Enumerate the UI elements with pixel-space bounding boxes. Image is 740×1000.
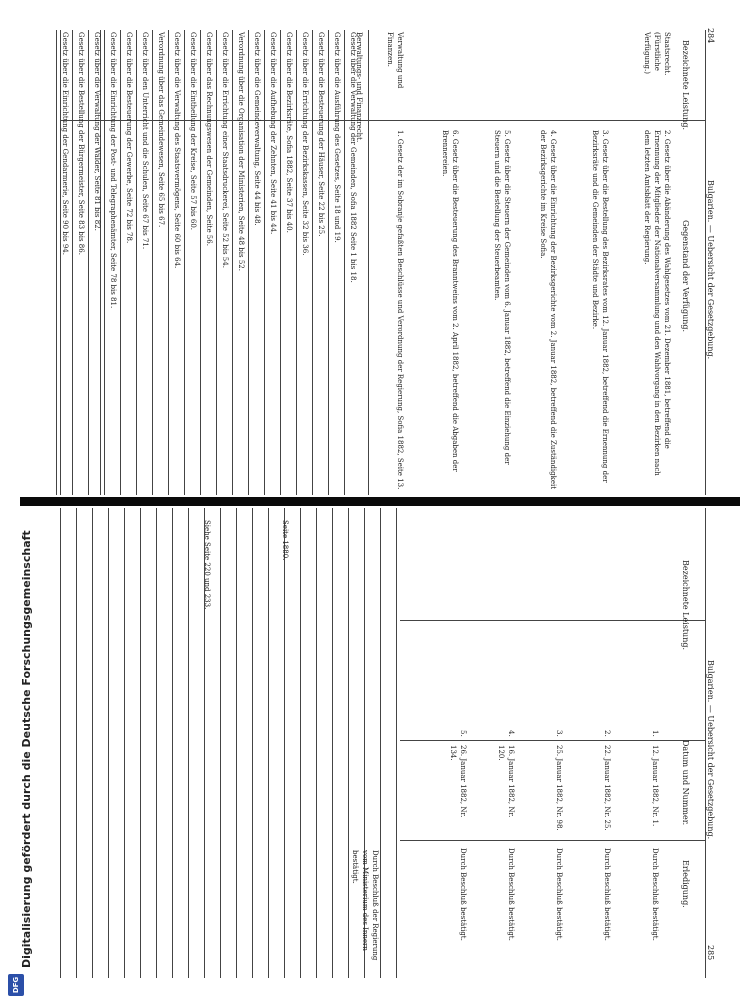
lower-row-rule <box>108 508 109 978</box>
ledger-row: Gesetz über die Bezirksräte, Sofia 1882, Seite 37 bis 40. <box>285 32 293 233</box>
upper-entry-6: 6. Gesetz über die Besteuerung des Branntweins vom 2. April 1882, betreffend die Abgaben der Brennereien. <box>441 130 459 472</box>
right-entry-2: Seite 1880. <box>281 520 289 561</box>
right-table-number: 2. <box>603 730 611 737</box>
ledger-row-rule <box>88 30 89 495</box>
upper-verwaltung-rule <box>368 30 369 495</box>
ledger-row: Verordnung über die Organisation der Ministerien, Seite 48 bis 52. <box>237 32 245 271</box>
ledger-row-rule <box>232 30 233 495</box>
ledger-row-rule <box>136 30 137 495</box>
ledger-row: Gesetz über die Ausführung des Gesetzes, Seite 18 und 19. <box>333 32 341 243</box>
ledger-row-rule <box>280 30 281 495</box>
lower-row-rule <box>300 508 301 978</box>
running-head-right: Bulgarien. — Uebersicht der Gesetzgebung. <box>706 660 715 840</box>
lower-row-rule <box>124 508 125 978</box>
section-label-finanz: Berwaltungs- und Finanzrecht. <box>355 32 363 143</box>
lower-col-rule-1 <box>400 620 705 621</box>
ledger-row-rule <box>120 30 121 495</box>
ledger-row: Gesetz über die Errichtung der Bezirkskassen, Seite 32 bis 36. <box>301 32 309 256</box>
ledger-row-rule <box>200 30 201 495</box>
lower-row-rule <box>156 508 157 978</box>
ledger-row-rule <box>56 30 57 495</box>
ledger-row: Gesetz über die Besteuerung der Gewerbe, Seite 72 bis 78. <box>125 32 133 244</box>
ledger-row: Gesetz über die Gemeindeverwaltung, Seite 44 bis 48. <box>253 32 261 226</box>
right-col-3-header: Erledigung. <box>681 860 690 908</box>
ledger-row-rule <box>152 30 153 495</box>
ledger-row-rule <box>248 30 249 495</box>
ledger-row: Gesetz über die Einrichtung der Gendarmerie, Seite 90 bis 94. <box>61 32 69 255</box>
right-table-number: 1. <box>651 730 659 737</box>
ledger-row-rule <box>312 30 313 495</box>
ledger-row: Gesetz über die Aufhebung der Zehnten, Seite 41 bis 44. <box>269 32 277 235</box>
lower-row-rule <box>332 508 333 978</box>
center-divider <box>20 497 740 506</box>
ledger-row: Gesetz über die Verwaltung des Staatsvermögens, Seite 60 bis 64. <box>173 32 181 269</box>
right-table-number: 5. <box>459 730 467 737</box>
right-table-note: Durch Beschluß bestätigt. <box>507 848 515 941</box>
ledger-row-rule <box>184 30 185 495</box>
dfg-logo-text: DFG <box>12 976 20 994</box>
page-number-left: 284 <box>706 28 715 44</box>
upper-entry-5: 5. Gesetz über die Steuern der Gemeinden vom 6. Januar 1882, betreffend die Einziehung der Steuern und die Bestellung der Steuerbeamten. <box>493 130 511 465</box>
ledger-row: Gesetz über den Unterricht und die Schulen, Seite 67 bis 71. <box>141 32 149 250</box>
lower-row-rule <box>140 508 141 978</box>
footer-text: Digitalisierung gefördert durch die Deutsche Forschungsgemeinschaft <box>20 530 33 968</box>
ledger-row: Gesetz über die Einrichtung der Post- und Telegraphenämter, Seite 78 bis 81. <box>109 32 117 309</box>
right-table-date: 12. Januar 1882, Nr. 1. <box>651 745 659 827</box>
lower-row-rule <box>92 508 93 978</box>
right-table-note: Durch Beschluß bestätigt. <box>459 848 467 941</box>
right-table-note: Durch Beschluß bestätigt. <box>603 848 611 941</box>
right-entry-1: Siehe Seite 220 und 233. <box>203 520 211 610</box>
right-table-date: 16. Januar 1882, Nr. 120. <box>497 745 515 818</box>
ledger-row-rule <box>168 30 169 495</box>
ledger-row-rule <box>72 30 73 495</box>
ledger-row: Gesetz über die Verwaltung der Gemeinden, Sofia 1882 Seite 1 bis 18. <box>349 32 357 283</box>
ledger-row: Gesetz über die Verwaltung der Wälder, Seite 81 bis 82. <box>93 32 101 231</box>
right-header: Bezeichnete Leistung. <box>681 560 690 651</box>
ledger-row: Gesetz über die Bestellung der Bürgermeister, Seite 83 bis 86. <box>77 32 85 255</box>
lower-row-rule <box>316 508 317 978</box>
ledger-row: Gesetz über die Besteuerung der Häuser, Seite 22 bis 25. <box>317 32 325 237</box>
right-table-date: 22. Januar 1882, Nr. 25. <box>603 745 611 831</box>
right-table-date: 25. Januar 1882, Nr. 98. <box>555 745 563 831</box>
ledger-row: Gesetz über das Rechnungswesen der Gemeinden, Seite 56. <box>205 32 213 246</box>
dfg-logo <box>8 974 24 996</box>
ledger-row: Gesetz über die Eintheilung der Kreise, Seite 57 bis 60. <box>189 32 197 231</box>
ledger-row: Verordnung über das Gemeindewesen, Seite 65 bis 67. <box>157 32 165 228</box>
ledger-row-rule <box>216 30 217 495</box>
lower-row-rule <box>220 508 221 978</box>
lower-row-rule <box>172 508 173 978</box>
right-table-note: Durch Beschluß bestätigt. <box>555 848 563 941</box>
lower-col-rule-3 <box>400 840 705 841</box>
page-number-right: 285 <box>706 945 715 961</box>
right-table-number: 4. <box>507 730 515 737</box>
right-table-number: 3. <box>555 730 563 737</box>
right-final-note: Durch Beschluß der Regierung vom Ministerium des Innern bestätigt. <box>351 850 379 961</box>
ledger-row-rule <box>328 30 329 495</box>
lower-row-rule <box>188 508 189 978</box>
upper-col-header-2: Gegenstand der Verfügung. <box>681 220 690 333</box>
section-label-verwaltung: Verwaltung und Finanzen. <box>386 32 404 89</box>
section-label-staatsrecht: Staatsrecht. (Fürstliche Verfügung.) <box>643 32 671 76</box>
lower-row-rule <box>252 508 253 978</box>
ledger-row-rule <box>344 30 345 495</box>
lower-row-rule <box>268 508 269 978</box>
upper-entry-2: 2. Gesetz über die Abänderung des Wahlgesetzes vom 21. Dezember 1881, betreffend die Ernennung der Mitglieder der Nationalversammlung und den Wahlvorgang in den Bezirken nach dem letzten Amtsblatt der Regierung. <box>643 130 671 476</box>
lower-row-rule <box>348 508 349 978</box>
right-col-2-header: Datum und Nummer. <box>681 740 690 826</box>
upper-entry-4: 4. Gesetz über die Einrichtung der Bezirksgerichte vom 2. Januar 1882, betreffend die Zuständigkeit der Bezirksgerichte im Kreise Sofia. <box>539 130 557 490</box>
right-table-date: 26. Januar 1882, Nr. 134. <box>449 745 467 818</box>
lower-row-rule <box>60 508 61 978</box>
lower-row-rule <box>396 508 397 978</box>
ledger-row-rule <box>104 30 105 495</box>
lower-row-rule <box>380 508 381 978</box>
right-table-note: Durch Beschluß bestätigt. <box>651 848 659 941</box>
verwaltung-entry: 1. Gesetz der im Sobranje gefaßten Beschlüsse und Verordnung der Regierung, Sofia 1882, Seite 13. <box>396 130 404 490</box>
running-head-left: Bulgarien. — Uebersicht der Gesetzgebung. <box>706 180 715 360</box>
lower-row-rule <box>236 508 237 978</box>
ledger-row-rule <box>296 30 297 495</box>
ledger-row: Gesetz über die Errichtung einer Staatsdruckerei, Seite 52 bis 54. <box>221 32 229 268</box>
upper-entry-3: 3. Gesetz über die Bestellung des Bezirksrates vom 12. Januar 1882, betreffend die Ernennung der Bezirksräte und die Gemeinden der Städte und Bezirke. <box>591 130 609 483</box>
lower-row-rule <box>76 508 77 978</box>
upper-col-header-1: Bezeichnete Leistung. <box>681 40 690 131</box>
ledger-row-rule <box>264 30 265 495</box>
